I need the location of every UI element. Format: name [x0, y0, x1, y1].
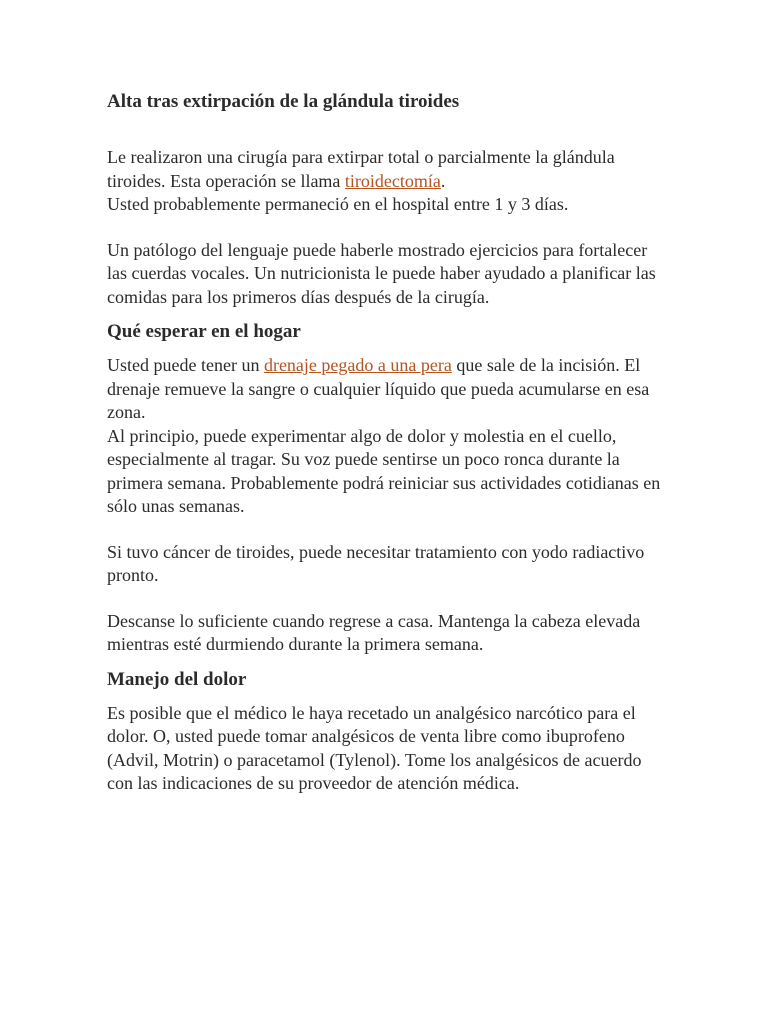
- home-pain-text: Al principio, puede experimentar algo de dolor y molestia en el cuello, especialmente al tragar. Su voz puede sentirse un poco ronca durante la primera semana. Probablemente podrá reiniciar sus actividades cotidianas en sólo unas semanas.: [107, 425, 661, 516]
- intro-paragraph-2: Un patólogo del lenguaje puede haberle mostrado ejercicios para fortalecer las cuerdas vocales. Un nutricionista le puede haber ayudado a planificar las comidas para los primeros días después de la cirugía.: [107, 239, 656, 307]
- page-title: Alta tras extirpación de la glándula tiroides: [107, 91, 460, 112]
- section-heading-home: Qué esperar en el hogar: [107, 321, 301, 342]
- section-heading-pain: Manejo del dolor: [107, 668, 247, 690]
- home-paragraph-2: Si tuvo cáncer de tiroides, puede necesitar tratamiento con yodo radiactivo pronto.: [107, 541, 645, 585]
- home-paragraph-1: [107, 354, 667, 519]
- document-page: [107, 90, 667, 796]
- drain-bulb-link[interactable]: drenaje pegado a una pera: [263, 355, 452, 375]
- intro-text-after-link: .: [440, 170, 446, 191]
- pain-paragraph-1: Es posible que el médico le haya recetado un analgésico narcótico para el dolor. O, usted puede tomar analgésicos de venta libre como ibuprofeno (Advil, Motrin) o paracetamol (Tylenol). Tome los analgésicos de acuerdo con las indicaciones de su proveedor de atención médica.: [107, 702, 642, 793]
- home-text-before-link: Usted puede tener un: [107, 355, 264, 375]
- intro-hospital-stay-text: Usted probablemente permaneció en el hospital entre 1 y 3 días.: [107, 194, 569, 214]
- home-paragraph-3: Descanse lo suficiente cuando regrese a casa. Mantenga la cabeza elevada mientras esté durmiendo durante la primera semana.: [107, 610, 641, 654]
- intro-paragraph-1: [107, 146, 667, 217]
- intro-text-before-link: Le realizaron una cirugía para extirpar total o parcialmente la glándula tiroides. Esta operación se llama: [107, 147, 615, 191]
- home-text-after-link: que sale de la incisión. El drenaje remueve la sangre o cualquier líquido que pueda acumularse en esa zona.: [107, 355, 650, 422]
- thyroidectomy-link[interactable]: tiroidectomía: [344, 170, 441, 191]
